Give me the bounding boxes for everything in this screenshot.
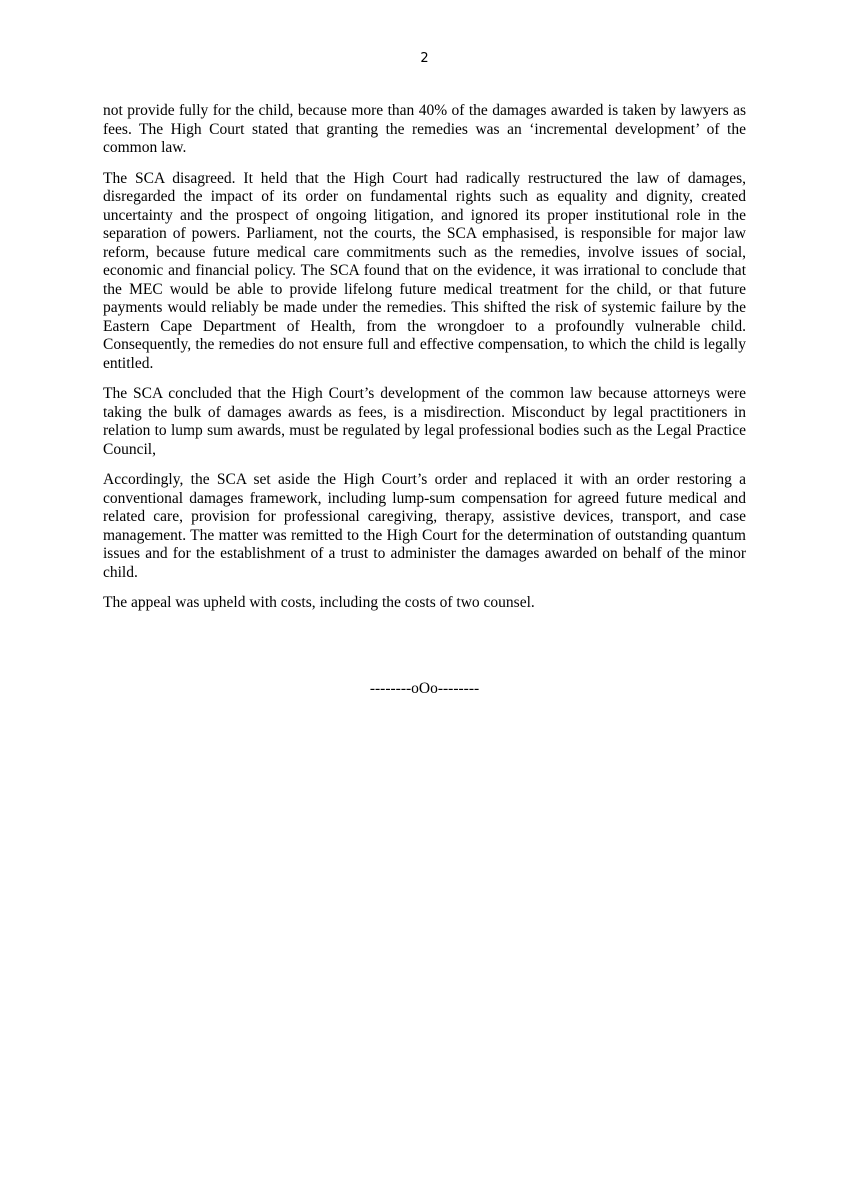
page-number: 2: [420, 51, 429, 66]
paragraph-appeal-upheld: The appeal was upheld with costs, including the costs of two counsel.: [103, 594, 535, 611]
paragraph-sca-concluded: The SCA concluded that the High Court’s development of the common law because attorneys were taking the bulk of damages awards as fees, is a misdirection. Misconduct by legal practitioners in relation to lump sum awards, must be regulated by legal professional bodies such as the Legal Practice Council,: [103, 385, 746, 458]
end-separator: --------oOo--------: [369, 680, 480, 697]
document-body: [103, 102, 746, 625]
paragraph-order-set-aside: Accordingly, the SCA set aside the High Court’s order and replaced it with an order restoring a conventional damages framework, including lump-sum compensation for agreed future medical and related care, provision for professional caregiving, therapy, assistive devices, transport, and case management. The matter was remitted to the High Court for the determination of outstanding quantum issues and for the establishment of a trust to administer the damages awarded on behalf of the minor child.: [103, 471, 746, 581]
paragraph-damages-fees: not provide fully for the child, because more than 40% of the damages awarded is taken by lawyers as fees. The High Court stated that granting the remedies was an ‘incremental development’ of the common law.: [103, 102, 746, 156]
paragraph-sca-disagreed: The SCA disagreed. It held that the High Court had radically restructured the law of damages, disregarded the impact of its order on fundamental rights such as equality and dignity, created uncertainty and the prospect of ongoing litigation, and ignored its proper institutional role in the separation of powers. Parliament, not the courts, the SCA emphasised, is responsible for major law reform, because future medical care commitments such as the remedies, involve issues of social, economic and financial policy. The SCA found that on the evidence, it was irrational to conclude that the MEC would be able to provide lifelong future medical treatment for the child, or that future payments would reliably be made under the remedies. This shifted the risk of systemic failure by the Eastern Cape Department of Health, from the wrongdoer to a profoundly vulnerable child. Consequently, the remedies do not ensure full and effective compensation, to which the child is legally entitled.: [103, 169, 746, 372]
